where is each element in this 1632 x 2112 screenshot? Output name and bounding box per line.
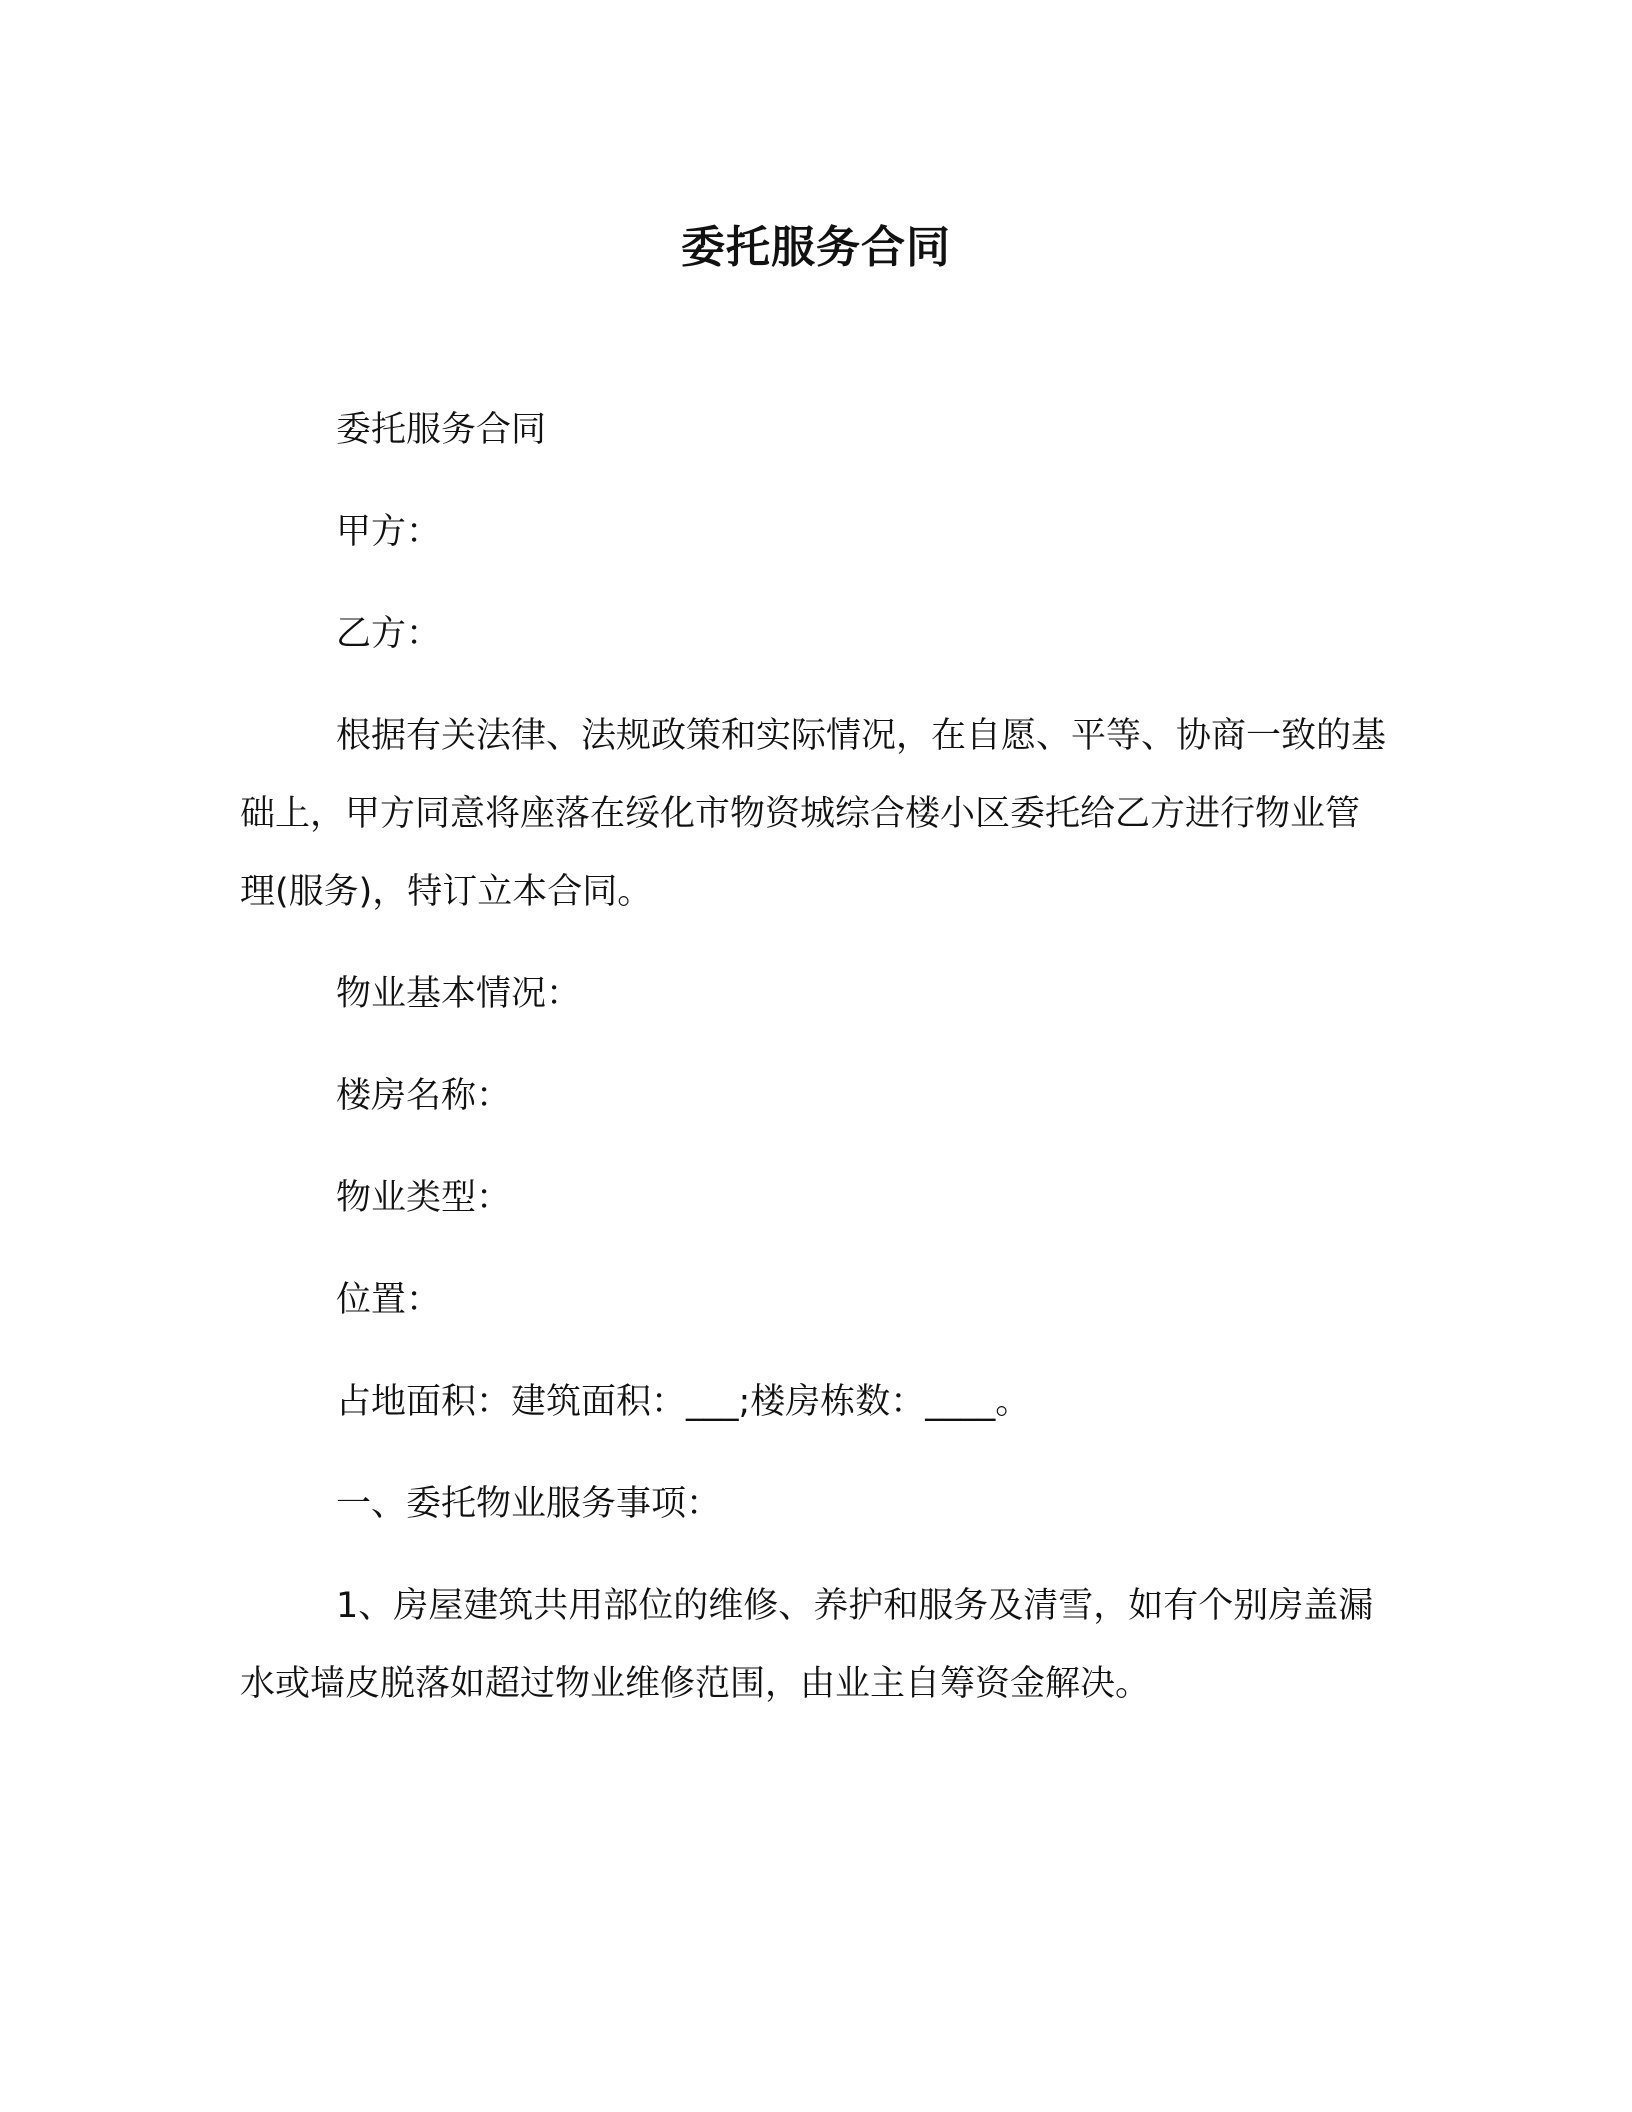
- paragraph-heading: 委托服务合同: [336, 410, 547, 450]
- paragraph-building-name: 楼房名称：: [336, 1076, 512, 1116]
- paragraph-property-type: 物业类型：: [336, 1178, 512, 1218]
- paragraph-item-one: 1、房屋建筑共用部位的维修、养护和服务及清雪，如有个别房盖漏水或墙皮脱落如超过物业维修范围，由业主自筹资金解决。: [240, 1586, 1374, 1704]
- paragraph-section-one: 一、委托物业服务事项：: [336, 1484, 722, 1524]
- paragraph-property-info: 物业基本情况：: [336, 974, 582, 1014]
- paragraph-party-a: 甲方：: [336, 512, 442, 552]
- paragraph-preamble: 根据有关法律、法规政策和实际情况，在自愿、平等、协商一致的基础上，甲方同意将座落在绥化市物资城综合楼小区委托给乙方进行物业管理(服务)，特订立本合同。: [240, 716, 1387, 912]
- paragraph-location: 位置：: [336, 1280, 442, 1320]
- paragraph-party-b: 乙方：: [336, 614, 442, 654]
- document-title: 委托服务合同: [681, 222, 951, 273]
- paragraph-area: 占地面积：建筑面积：___;楼房栋数：____。: [336, 1382, 1031, 1422]
